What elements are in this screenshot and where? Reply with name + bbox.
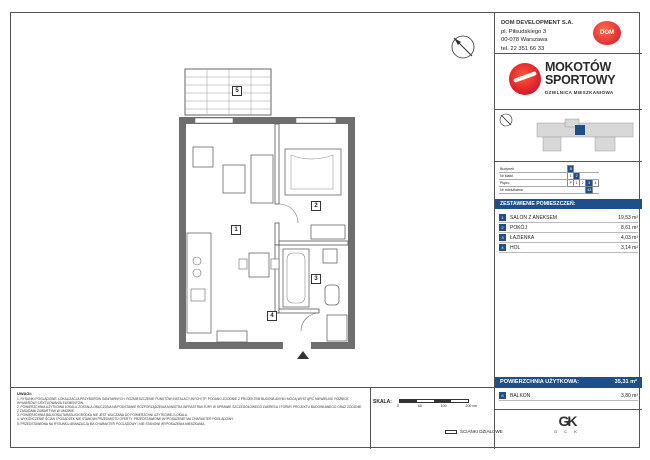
info-value: 2 [574,173,580,180]
info-label: Nr mieszkania [499,187,568,194]
note-item: 2. POWIERZCHNIA UŻYTKOWA LOKALU ZOSTAŁA OBLICZONA NA PODSTAWIE ROZPORZĄDZENIA MINISTRA INFRASTRUKTURY W SPRAWIE SZCZEGÓŁOWEGO ZAKRESU I FORMY PROJEKTU BUDOWLANEGO ORAZ ZGODNIE Z ZASADAMI ZAWARTYMI W UMOWIE. [17,405,362,414]
gck-mark: GK [558,413,576,429]
info-value: 1 [568,173,574,180]
scale-tick: 100 [440,404,447,408]
entrance-arrow-icon [297,351,309,359]
info-value: P [569,181,572,185]
plan-sheet [10,12,640,448]
notes-title: UWAGI: [17,391,32,396]
developer-phone: tel. 22 351 66 33 [501,45,545,52]
balcony [185,69,271,115]
note-item: 5. PRZEDSTAWIONA NA RYSUNKU ARANŻACJA MA CHARAKTER POGLĄDOWY I NIE STANOWI WYPOSAŻENIA MIESZKANIA. [17,421,206,426]
info-row-apartment [499,187,599,194]
extra-name: BALKON [510,392,531,399]
brand-line1: MOKOTÓW [545,60,611,74]
usable-area-label: POWIERZCHNIA UŻYTKOWA: [500,379,580,385]
plan-label-2: 2 [311,201,321,211]
note-item: 1. RYSUNKI POGLĄDOWE. LOKALIZACJA PRZYBORÓW SANITARNYCH, ROZMIESZCZENIE PUNKTÓW INSTALACYJNYCH ITP. PODANO ZGODNIE Z PROJEKTEM BUDOWLANYM I MOGĄ WYSTĄPIĆ NIEWIELKIE RÓŻNICE WYMIARÓW I USYTUOWANIA ELEMENTÓW. [17,397,349,406]
bathtub [283,249,309,307]
north-arrow-small-icon [499,113,513,127]
info-row-floor [499,180,599,187]
info-value: 4 [593,180,599,187]
scale-tick: 0 [397,404,399,408]
room-area: 3,14 m² [621,244,638,251]
divider [495,409,642,410]
room-number: 3 [499,234,506,241]
info-label: Budynek [499,166,568,173]
scale-ticks [397,404,477,408]
brand-line2: SPORTOWY [545,73,616,87]
notes-block [11,387,371,449]
hall-wardrobe [327,315,347,341]
plan-label-3: 3 [311,274,321,284]
info-value: 43 [587,188,591,192]
rooms-list [499,213,638,253]
plan-label-5: 5 [232,86,242,96]
washbasin [323,249,337,263]
floor-plan-drawing [11,13,494,387]
room-area: 8,61 m² [621,224,638,231]
wall-legend-label: ŚCIANKI DZIAŁOWE [460,429,503,434]
divider [495,161,642,162]
dining-table [239,253,279,277]
note-item: 3. POWIERZCHNIA BALKONU/TARASU/OGRÓDKA NIE JEST WLICZANA DO POWIERZCHNI UŻYTKOWEJ LOKALU. [17,413,188,418]
rooms-header: ZESTAWIENIE POMIESZCZEŃ: [495,199,642,209]
site-minimap [535,117,635,157]
room-name: ŁAZIENKA [510,234,535,241]
sofa [193,147,273,203]
room-area: 19,53 m² [618,214,638,221]
legend-area [371,387,494,449]
kitchen-units [187,233,247,342]
note-item: 4. WYKOŃCZENIE ŚCIAN I POSADZEK NIE STANOWI PRZEDMIOTU OFERTY. PRZEDSTAWIONE WYPOSAŻENIE MA CHARAKTER POGLĄDOWY. [17,417,234,422]
room-number: 2 [499,224,506,231]
developer-name: DOM DEVELOPMENT S.A. [501,20,574,26]
developer-city: 00-078 Warszawa [501,37,548,43]
scale-bar [399,399,469,403]
extra-row [499,391,638,401]
divider [495,53,642,54]
gck-logo [547,413,587,443]
plan-label-1: 1 [231,225,241,235]
developer-address [501,19,573,53]
divider [495,109,642,110]
room-row [499,213,638,223]
info-panel [494,13,641,449]
usable-area-value: 35,31 m² [614,379,637,385]
room-row [499,233,638,243]
info-value: 1 [574,180,580,187]
extra-number: 5 [499,392,506,399]
brand-subtitle: DZIELNICA MIESZKANIOWA [545,90,614,95]
apartment-info-table [499,165,599,194]
toilet [325,285,339,305]
info-label: Nr klatki [499,173,568,180]
brand-logo-icon [509,63,541,95]
wall-swatch [445,430,457,434]
info-label: Piętro [499,180,568,187]
info-row-building [499,166,599,173]
scale-tick: 50 [417,404,422,408]
room-name: POKÓJ [510,224,527,231]
info-row-staircase [499,173,599,180]
scale-tick: 200 cm [465,404,477,408]
north-arrow-icon [452,36,474,58]
floor-plan-area [11,13,494,387]
extras-list [499,391,638,401]
room-row [499,243,638,253]
plan-label-4: 4 [267,311,277,321]
room-name: SALON Z ANEKSEM [510,214,557,221]
info-value: B [569,167,572,171]
scale-label: SKALA: [373,399,392,405]
room-number: 4 [499,244,506,251]
extra-area: 3,80 m² [621,392,638,399]
bed [285,149,341,195]
info-value: 2 [580,180,586,187]
room-number: 1 [499,214,506,221]
info-value: 3 [586,180,593,187]
dom-logo: DOM [593,21,621,45]
developer-street: pl. Piłsudskiego 3 [501,28,547,35]
usable-area [495,377,642,388]
room-row [499,223,638,233]
wardrobe [311,225,345,239]
room-name: HOL [510,244,521,251]
gck-subtitle: G C K [554,429,580,434]
room-area: 4,03 m² [621,234,638,241]
